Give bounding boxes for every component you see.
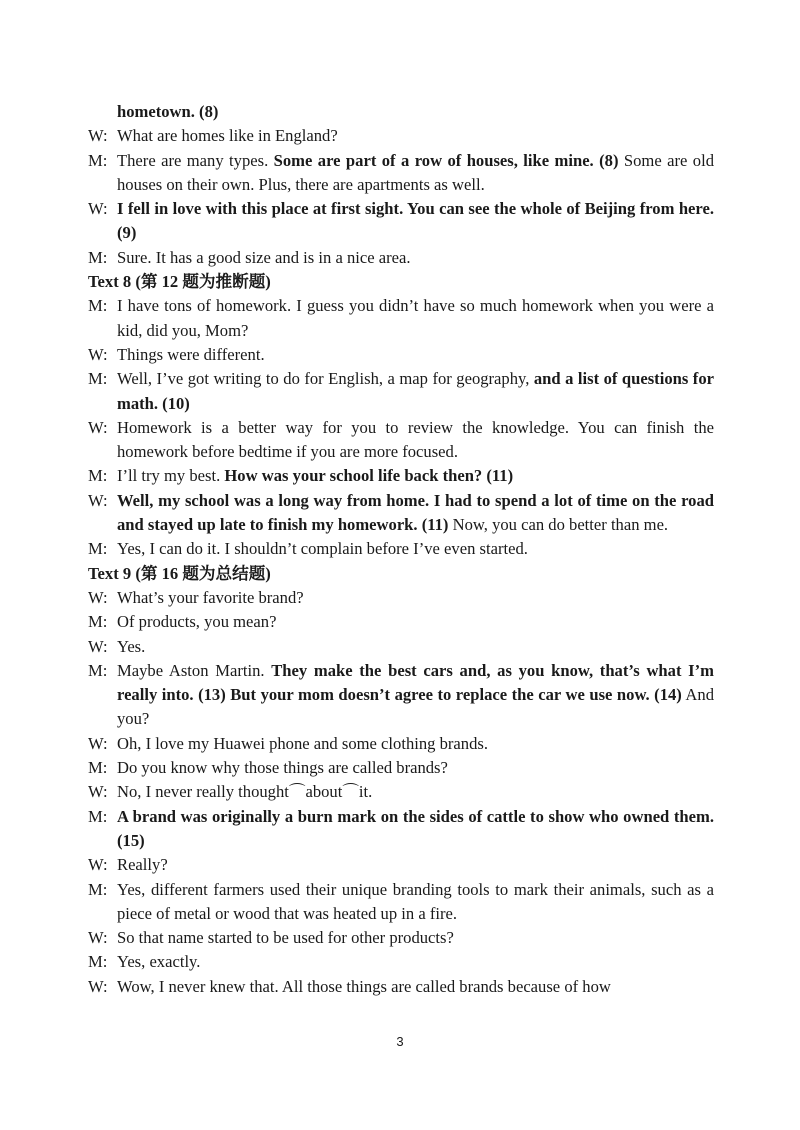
- dialogue-text: Yes, I can do it. I shouldn’t complain before I’ve even started.: [117, 539, 528, 559]
- dialogue-text: There are many types.: [117, 150, 274, 170]
- dialogue-line: [88, 464, 714, 488]
- speaker-label: W:: [88, 199, 108, 219]
- dialogue-line: [88, 926, 714, 950]
- answer-key-text: How was your school life back then? (11): [224, 466, 514, 486]
- speaker-label: M:: [88, 806, 108, 826]
- section-heading: Text 9 (第 16 题为总结题): [88, 563, 271, 583]
- speaker-label: M:: [88, 660, 108, 680]
- speaker-label: W:: [88, 126, 108, 146]
- speaker-label: M:: [88, 466, 108, 486]
- dialogue-line: [88, 343, 714, 367]
- dialogue-line: [88, 197, 714, 246]
- speaker-label: W:: [88, 928, 108, 948]
- dialogue-line: [88, 294, 714, 343]
- speaker-label: W:: [88, 344, 108, 364]
- dialogue-line: [88, 586, 714, 610]
- answer-key-text: A brand was originally a burn mark on the sides of cattle to show who owned them. (15): [117, 806, 714, 850]
- dialogue-line: [88, 659, 714, 732]
- dialogue-text: I have tons of homework. I guess you didn’t have so much homework when you were a kid, did you, Mom?: [117, 296, 714, 340]
- speaker-label: W:: [88, 733, 108, 753]
- dialogue-continuation: [88, 100, 714, 124]
- speaker-label: M:: [88, 758, 108, 778]
- speaker-label: M:: [88, 879, 108, 899]
- dialogue-line: [88, 805, 714, 854]
- speaker-label: M:: [88, 369, 108, 389]
- answer-key-text: They make the best cars and, as you know, that’s what I’m really into. (13) But your mom doesn’t agree to replace the car we use now. (14): [117, 660, 714, 705]
- dialogue-line: [88, 246, 714, 270]
- dialogue-text: Do you know why those things are called brands?: [117, 758, 448, 778]
- dialogue-text: So that name started to be used for other products?: [117, 928, 454, 948]
- dialogue-text: Oh, I love my Huawei phone and some clothing brands.: [117, 733, 488, 753]
- answer-key-text: I fell in love with this place at first sight. You can see the whole of Beijing from here. (9): [117, 199, 714, 243]
- speaker-label: M:: [88, 612, 108, 632]
- dialogue-line: [88, 416, 714, 465]
- dialogue-text: And you?: [117, 685, 715, 729]
- speaker-label: W:: [88, 490, 108, 510]
- answer-key-text: hometown. (8): [117, 102, 219, 121]
- dialogue-line: [88, 489, 714, 538]
- dialogue-text: What are homes like in England?: [117, 126, 338, 146]
- dialogue-line: [88, 537, 714, 561]
- dialogue-line: [88, 732, 714, 756]
- dialogue-line: [88, 635, 714, 659]
- speaker-label: W:: [88, 417, 108, 437]
- dialogue-text: What’s your favorite brand?: [117, 587, 304, 607]
- speaker-label: M:: [88, 539, 108, 559]
- dialogue-text: Maybe Aston Martin.: [117, 660, 272, 680]
- dialogue-line: [88, 756, 714, 780]
- speaker-label: M:: [88, 150, 108, 170]
- section-heading: Text 8 (第 12 题为推断题): [88, 272, 271, 292]
- speaker-label: M:: [88, 296, 108, 316]
- dialogue-text: Some are old houses on their own. Plus, there are apartments as well.: [117, 150, 714, 194]
- speaker-label: W:: [88, 782, 108, 802]
- dialogue-text: Yes.: [117, 636, 146, 656]
- dialogue-line: [88, 853, 714, 877]
- page-number: 3: [396, 1034, 404, 1049]
- dialogue-text: No, I never really thought⌒about⌒it.: [117, 782, 373, 802]
- speaker-label: W:: [88, 636, 108, 656]
- dialogue-text: Things were different.: [117, 344, 265, 364]
- dialogue-text: Yes, exactly.: [117, 952, 201, 972]
- dialogue-line: [88, 124, 714, 148]
- speaker-label: M:: [88, 952, 108, 972]
- dialogue-line: [88, 780, 714, 804]
- dialogue-text: Now, you can do better than me.: [448, 515, 669, 535]
- speaker-label: W:: [88, 855, 108, 875]
- speaker-label: W:: [88, 976, 108, 996]
- dialogue-text: Wow, I never knew that. All those things are called brands because of how: [117, 976, 611, 996]
- dialogue-text: Yes, different farmers used their unique branding tools to mark their animals, such as a piece of metal or wood that was heated up in a fire.: [117, 879, 714, 923]
- dialogue-text: Homework is a better way for you to review the knowledge. You can finish the homework before bedtime if you are more focused.: [117, 417, 714, 462]
- dialogue-transcript: [88, 100, 714, 999]
- dialogue-line: [88, 149, 714, 198]
- answer-key-text: and a list of questions for math. (10): [117, 369, 714, 413]
- dialogue-text: Of products, you mean?: [117, 612, 277, 632]
- dialogue-line: [88, 610, 714, 634]
- speaker-label: W:: [88, 587, 108, 607]
- answer-key-text: Some are part of a row of houses, like mine. (8): [273, 150, 619, 170]
- answer-key-text: Well, my school was a long way from home. I had to spend a lot of time on the road and stayed up late to finish my homework. (11): [117, 490, 714, 535]
- dialogue-line: [88, 878, 714, 927]
- dialogue-line: [88, 975, 714, 999]
- speaker-label: M:: [88, 247, 108, 267]
- dialogue-line: [88, 367, 714, 416]
- dialogue-line: [88, 950, 714, 974]
- dialogue-text: I’ll try my best.: [117, 466, 225, 486]
- dialogue-text: Well, I’ve got writing to do for English, a map for geography,: [117, 369, 534, 389]
- dialogue-text: Really?: [117, 855, 168, 875]
- dialogue-text: Sure. It has a good size and is in a nice area.: [117, 247, 411, 267]
